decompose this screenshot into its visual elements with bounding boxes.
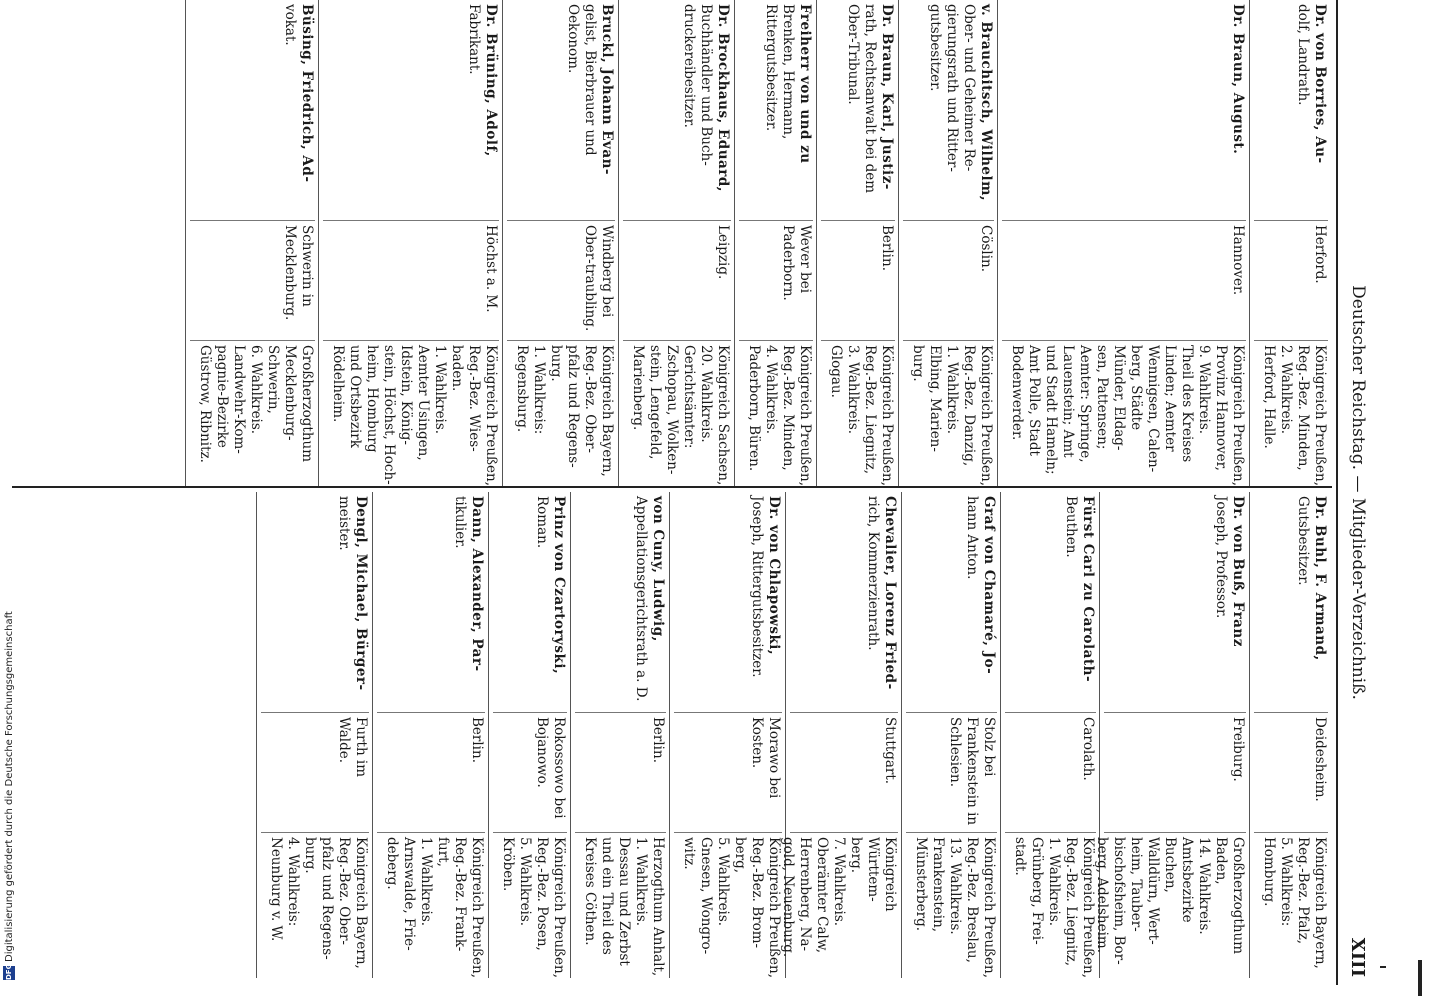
- constituency-line: Königreich Bayern,: [599, 345, 615, 477]
- member-residence: Freiburg.: [1104, 712, 1246, 827]
- page-header: [1336, 0, 1374, 985]
- member-constituency: [493, 832, 567, 979]
- credit-label: Digitalisierung gefördert durch die Deutsche Forschungsgemeinschaft: [4, 611, 15, 962]
- member-name: [1294, 4, 1328, 214]
- constituency-line: 1. Wahlkreis.: [1046, 837, 1062, 927]
- member-constituency: [821, 340, 895, 487]
- member-entry: [669, 492, 786, 978]
- constituency-line: Frankenstein,: [930, 837, 946, 933]
- constituency-line: deberg.: [384, 837, 400, 890]
- constituency-line: Idstein, König-: [398, 345, 414, 445]
- member-entry: [734, 0, 817, 486]
- member-name-line: Dr. von Buß, Franz: [1230, 496, 1246, 647]
- constituency-line: Lauenstein; Amt: [1060, 345, 1076, 458]
- member-entry: [816, 0, 899, 486]
- member-residence: Berlin.: [377, 712, 485, 827]
- member-residence: Berlin.: [575, 712, 666, 827]
- constituency-line: Königreich Preußen,: [551, 837, 567, 979]
- constituency-line: Oberämter Calw,: [814, 837, 830, 954]
- member-constituency: [323, 340, 499, 487]
- constituency-line: berg.: [848, 837, 864, 874]
- constituency-line: Bodenwerder.: [1009, 345, 1025, 441]
- member-residence: Rokossowo bei Bojanowo.: [493, 712, 567, 827]
- constituency-line: sen, Pattensen;: [1094, 345, 1110, 450]
- constituency-line: Reg.-Bez. Brom-: [749, 837, 765, 949]
- member-name: [1229, 4, 1246, 214]
- constituency-line: Reg.-Bez. Ober-: [336, 837, 352, 945]
- member-residence: Furth im Walde.: [261, 712, 369, 827]
- constituency-line: Großherzogthum: [299, 345, 315, 463]
- constituency-line: 7. Wahlkreis.: [831, 837, 847, 927]
- members-column-right: [12, 492, 1332, 978]
- constituency-line: Reg.-Bez. Breslau,: [964, 837, 980, 963]
- member-name: [451, 496, 485, 706]
- constituency-line: Zschopau, Wolken-: [664, 345, 680, 475]
- member-name: [281, 4, 315, 214]
- constituency-line: 3. Wahlkreis.: [845, 345, 861, 435]
- constituency-line: berg,: [732, 837, 748, 874]
- constituency-line: baden.: [449, 345, 465, 392]
- member-title-line: Fabrikant.: [466, 4, 482, 75]
- constituency-line: Reg.-Bez. Ober-: [582, 345, 598, 453]
- constituency-line: furt,: [435, 837, 451, 867]
- constituency-line: Königreich Württem-: [865, 837, 898, 912]
- member-residence: Herford.: [1254, 220, 1328, 335]
- constituency-line: Theil des Kreises: [1179, 345, 1195, 463]
- constituency-line: 1. Wahlkreis.: [633, 837, 649, 927]
- constituency-line: 1. Wahlkreis.: [944, 345, 960, 435]
- constituency-line: 5. Wahlkreis.: [715, 837, 731, 927]
- member-constituency: [1002, 340, 1246, 487]
- constituency-line: Münder, Eldag-: [1111, 345, 1127, 451]
- constituency-line: Königreich Preußen,: [978, 345, 994, 487]
- member-name-line: Prinz von Czartoryski,: [551, 496, 567, 675]
- member-name: [1294, 496, 1328, 706]
- member-constituency: [623, 340, 731, 487]
- member-residence: Cöslin.: [903, 220, 994, 335]
- member-entry: [1249, 492, 1332, 978]
- constituency-line: Aemter Usingen,: [415, 345, 431, 461]
- member-title-line: tikulier.: [452, 496, 468, 549]
- constituency-line: heim, Homburg: [364, 345, 380, 453]
- constituency-line: Homburg.: [1261, 837, 1277, 907]
- member-constituency: [739, 340, 813, 487]
- member-name-line: Dr. Braun, Karl, Justiz-: [879, 4, 895, 190]
- constituency-line: Amtsbezirke Buchen,: [1162, 837, 1195, 923]
- constituency-line: 2. Wahlkreis.: [1278, 345, 1294, 435]
- constituency-line: Gnesen, Wongro-: [698, 837, 714, 955]
- member-name-line: Dr. von Borries, Au-: [1312, 4, 1328, 164]
- member-residence: Schwerin in Mecklenburg.: [190, 220, 315, 335]
- constituency-line: Gerichtsämter:: [681, 345, 697, 449]
- member-residence: Hannover.: [1002, 220, 1246, 335]
- member-residence: Wever bei Paderborn.: [739, 220, 813, 335]
- member-constituency: [1254, 340, 1328, 487]
- constituency-line: Dessau und Zerbst: [616, 837, 632, 966]
- member-entry: [901, 492, 1001, 978]
- constituency-line: Königreich Preußen,: [981, 837, 997, 979]
- constituency-line: Reg.-Bez. Liegnitz,: [862, 345, 878, 475]
- member-entry: [618, 0, 735, 486]
- scan-edge-mark: [1380, 966, 1386, 968]
- constituency-line: Reg.-Bez. Pfalz,: [1295, 837, 1311, 945]
- member-constituency: [906, 832, 997, 979]
- member-entry: [318, 0, 503, 486]
- constituency-line: Reg.-Bez. Liegnitz,: [1063, 837, 1079, 967]
- member-title-line: vokat.: [282, 4, 298, 46]
- constituency-line: Königreich Preußen,: [483, 345, 499, 487]
- member-title-line: Roman.: [534, 496, 550, 549]
- member-residence: Deidesheim.: [1254, 712, 1328, 827]
- member-title-line: dolf, Landrath.: [1295, 4, 1311, 106]
- member-entry: [1249, 0, 1332, 486]
- member-name: [748, 496, 782, 706]
- member-name: [1062, 496, 1096, 706]
- member-name: [632, 496, 666, 706]
- constituency-line: 1. Wahlkreis:: [531, 345, 547, 435]
- constituency-line: Elbing, Marien-: [927, 345, 943, 452]
- member-name-line: Freiherr von und zu: [797, 4, 813, 164]
- member-title-line: Gutsbesitzer.: [1295, 496, 1311, 586]
- member-name-line: Dann, Alexander, Par-: [469, 496, 485, 672]
- constituency-line: Schwerin,: [265, 345, 281, 414]
- constituency-line: Herzogthum Anhalt,: [650, 837, 666, 977]
- member-name: [335, 496, 369, 706]
- constituency-line: pfalz und Regens-: [565, 345, 581, 468]
- member-name-line: Dr. Brockhaus, Eduard,: [715, 4, 731, 193]
- constituency-line: Linden; Aemter: [1162, 345, 1178, 452]
- constituency-line: 4. Wahlkreis.: [763, 345, 779, 435]
- constituency-line: stadt.: [1012, 837, 1028, 876]
- member-constituency: [674, 832, 782, 979]
- member-title-line: Appellationsgerichtsrath a. D.: [633, 496, 649, 702]
- member-name: [465, 4, 499, 214]
- member-title-line: Beuthen.: [1063, 496, 1079, 558]
- member-title-line: Joseph, Rittergutsbesitzer.: [749, 496, 765, 678]
- constituency-line: Walldürn, Wert-: [1145, 837, 1161, 945]
- member-residence: Windberg bei Ober-traubling.: [507, 220, 615, 335]
- member-entry: [256, 492, 373, 978]
- constituency-line: 5. Wahlkreis.: [517, 837, 533, 927]
- constituency-line: Paderborn, Büren.: [746, 345, 762, 472]
- member-entry: [185, 0, 319, 486]
- member-entry: [372, 492, 489, 978]
- member-name-line: Dr. von Chlapowski,: [766, 496, 782, 656]
- member-name: [564, 4, 615, 214]
- member-entry: [1000, 492, 1100, 978]
- constituency-line: Königreich Preußen,: [1312, 345, 1328, 487]
- member-name: [762, 4, 813, 214]
- member-residence: Leipzig.: [623, 220, 731, 335]
- member-name-line: Bruckl, Johann Evan-: [599, 4, 615, 176]
- constituency-line: pagnie-Bezirke: [214, 345, 230, 448]
- member-name-line: Fürst Carl zu Carolath-: [1080, 496, 1096, 683]
- constituency-line: Aemter: Springe,: [1077, 345, 1093, 463]
- member-name: [926, 4, 994, 214]
- constituency-line: Arnswalde, Frie-: [401, 837, 417, 951]
- member-name: [864, 496, 898, 706]
- member-constituency: [1254, 832, 1328, 979]
- member-entry: [488, 492, 571, 978]
- dfg-logo: DFG: [5, 963, 13, 980]
- constituency-line: gold, Neuenburg.: [780, 837, 796, 958]
- member-name-line: Graf von Chamaré, Jo-: [981, 496, 997, 675]
- member-name-line: Dr. Braun, August.: [1230, 4, 1246, 155]
- constituency-line: burg.: [302, 837, 318, 874]
- constituency-line: Grünberg, Frei-: [1029, 837, 1045, 945]
- member-entry: [1094, 492, 1250, 978]
- member-entry: [898, 0, 998, 486]
- constituency-line: Kröben.: [500, 837, 516, 892]
- constituency-line: Kreises Cöthen.: [582, 837, 598, 946]
- constituency-line: Königreich Preußen,: [766, 837, 782, 979]
- constituency-line: 9. Wahlkreis.: [1196, 345, 1212, 435]
- member-name-line: von Cuny, Ludwig,: [650, 496, 666, 642]
- member-constituency: [1094, 832, 1246, 979]
- member-name: [1212, 496, 1246, 706]
- member-title-line: gelist, Bierbrauer und Oekonom.: [565, 4, 598, 156]
- member-constituency: [377, 832, 485, 979]
- member-title-line: Ober- und Geheimer Re-gierungsrath und Ritter-gutsbesitzer.: [927, 4, 977, 172]
- member-name-line: Dengl, Michael, Bürger-: [353, 496, 369, 691]
- constituency-line: Königreich Sachsen,: [715, 345, 731, 486]
- constituency-line: Königreich Bayern,: [353, 837, 369, 969]
- scan-edge-mark: [1418, 960, 1422, 996]
- constituency-line: und Ortsbezirk: [347, 345, 363, 448]
- constituency-line: Königreich Preußen,: [1230, 345, 1246, 487]
- constituency-line: Reg.-Bez. Wies-: [466, 345, 482, 452]
- member-constituency: [261, 832, 369, 979]
- constituency-line: Großherzogthum: [1230, 837, 1246, 955]
- member-title-line: hann Anton.: [964, 496, 980, 580]
- constituency-line: Königreich Preußen,: [469, 837, 485, 979]
- constituency-line: burg.: [910, 345, 926, 382]
- constituency-line: Reg.-Bez. Danzig,: [961, 345, 977, 467]
- member-constituency: [507, 340, 615, 487]
- member-residence: Morawo bei Kosten.: [674, 712, 782, 827]
- constituency-line: Münsterberg.: [913, 837, 929, 932]
- member-name: [844, 4, 895, 214]
- constituency-line: stein, Höchst, Hoch-: [381, 345, 397, 485]
- constituency-line: 20. Wahlkreis.: [698, 345, 714, 443]
- constituency-line: und Stadt Hameln;: [1043, 345, 1059, 475]
- constituency-line: 1. Wahlkreis.: [432, 345, 448, 435]
- constituency-line: stein, Lengefeld,: [647, 345, 663, 460]
- constituency-line: witz.: [681, 837, 697, 870]
- constituency-line: Herrenberg, Na-: [797, 837, 813, 952]
- constituency-line: Königreich Preußen,: [1080, 837, 1096, 979]
- constituency-line: berg, Adelsheim.: [1094, 837, 1110, 954]
- constituency-line: 13. Wahlkreis.: [947, 837, 963, 935]
- constituency-line: 4. Wahlkreis:: [285, 837, 301, 927]
- member-residence: Carolath.: [1005, 712, 1096, 827]
- constituency-line: Amt Polle, Stadt: [1026, 345, 1042, 456]
- constituency-line: 14. Wahlkreis.: [1196, 837, 1212, 935]
- constituency-line: Reg.-Bez. Minden,: [780, 345, 796, 471]
- constituency-line: Reg.-Bez. Minden,: [1295, 345, 1311, 471]
- member-name: [963, 496, 997, 706]
- member-name-line: Dr. Buhl, F. Armand,: [1312, 496, 1328, 661]
- member-residence: Höchst a. M.: [323, 220, 499, 335]
- member-name-line: v. Brauchitsch, Wilhelm,: [978, 4, 994, 202]
- member-title-line: Joseph, Professor.: [1213, 496, 1229, 619]
- member-title-line: rich, Kommerzienrath.: [865, 496, 881, 651]
- member-constituency: [780, 832, 898, 979]
- member-residence: Stolz bei Frankenstein in Schlesien.: [906, 712, 997, 827]
- member-entry: [502, 0, 619, 486]
- member-entry: [570, 492, 670, 978]
- constituency-line: Glogau.: [828, 345, 844, 398]
- member-name-line: Chevalier, Lorenz Fried-: [882, 496, 898, 690]
- constituency-line: Mecklenburg-: [282, 345, 298, 441]
- constituency-line: Herford, Halle.: [1261, 345, 1277, 449]
- constituency-line: Reg.-Bez. Posen,: [534, 837, 550, 951]
- constituency-line: Regensburg.: [514, 345, 530, 433]
- constituency-line: Königreich Preußen,: [879, 345, 895, 487]
- rotated-document-page: [5, 0, 1380, 985]
- member-entry: [780, 492, 902, 978]
- constituency-line: Wennigsen, Calen-: [1145, 345, 1161, 473]
- constituency-line: berg, Städte: [1128, 345, 1144, 431]
- member-constituency: [190, 340, 315, 487]
- constituency-line: Landwehr-Kom-: [231, 345, 247, 454]
- member-constituency: [1005, 832, 1096, 979]
- member-title-line: rath, Rechtsanwalt bei dem Ober-Tribunal.: [845, 4, 878, 194]
- constituency-line: heim, Tauber-: [1128, 837, 1144, 932]
- member-residence: Berlin.: [821, 220, 895, 335]
- constituency-line: Provinz Hannover,: [1213, 345, 1229, 471]
- constituency-line: 6. Wahlkreis.: [248, 345, 264, 435]
- page-number: XIII: [1347, 937, 1368, 977]
- member-name: [533, 496, 567, 706]
- constituency-line: Königreich Bayern,: [1312, 837, 1328, 969]
- member-entry: [997, 0, 1250, 486]
- constituency-line: burg.: [548, 345, 564, 382]
- member-constituency: [575, 832, 666, 979]
- constituency-line: Königreich Preußen,: [797, 345, 813, 487]
- member-title-line: meister.: [336, 496, 352, 551]
- constituency-line: Güstrow, Ribnitz.: [197, 345, 213, 463]
- constituency-line: Reg.-Bez. Frank-: [452, 837, 468, 952]
- member-name: [680, 4, 731, 214]
- member-title-line: Buchhändler und Buch-druckereibesitzer.: [681, 4, 714, 166]
- members-column-left: [12, 0, 1332, 488]
- constituency-line: 1. Wahlkreis.: [418, 837, 434, 927]
- constituency-line: pfalz und Regens-: [319, 837, 335, 960]
- page-title: Deutscher Reichstag. — Mitglieder-Verzeichniß.: [1348, 285, 1368, 700]
- constituency-line: bischofsheim, Bor-: [1111, 837, 1127, 965]
- member-name-line: Dr. Brüning, Adolf,: [483, 4, 499, 157]
- member-title-line: Brenken, Hermann, Rittergutsbesitzer.: [763, 4, 796, 140]
- constituency-line: 5. Wahlkreis:: [1278, 837, 1294, 927]
- constituency-line: Baden,: [1213, 837, 1229, 885]
- member-residence: Stuttgart.: [790, 712, 898, 827]
- member-name-line: Büsing, Friedrich, Ad-: [299, 4, 315, 183]
- constituency-line: Rödelheim.: [330, 345, 346, 423]
- member-constituency: [903, 340, 994, 487]
- constituency-line: und ein Theil des: [599, 837, 615, 955]
- constituency-line: Marienberg.: [630, 345, 646, 431]
- constituency-line: Neunburg v. W.: [268, 837, 284, 942]
